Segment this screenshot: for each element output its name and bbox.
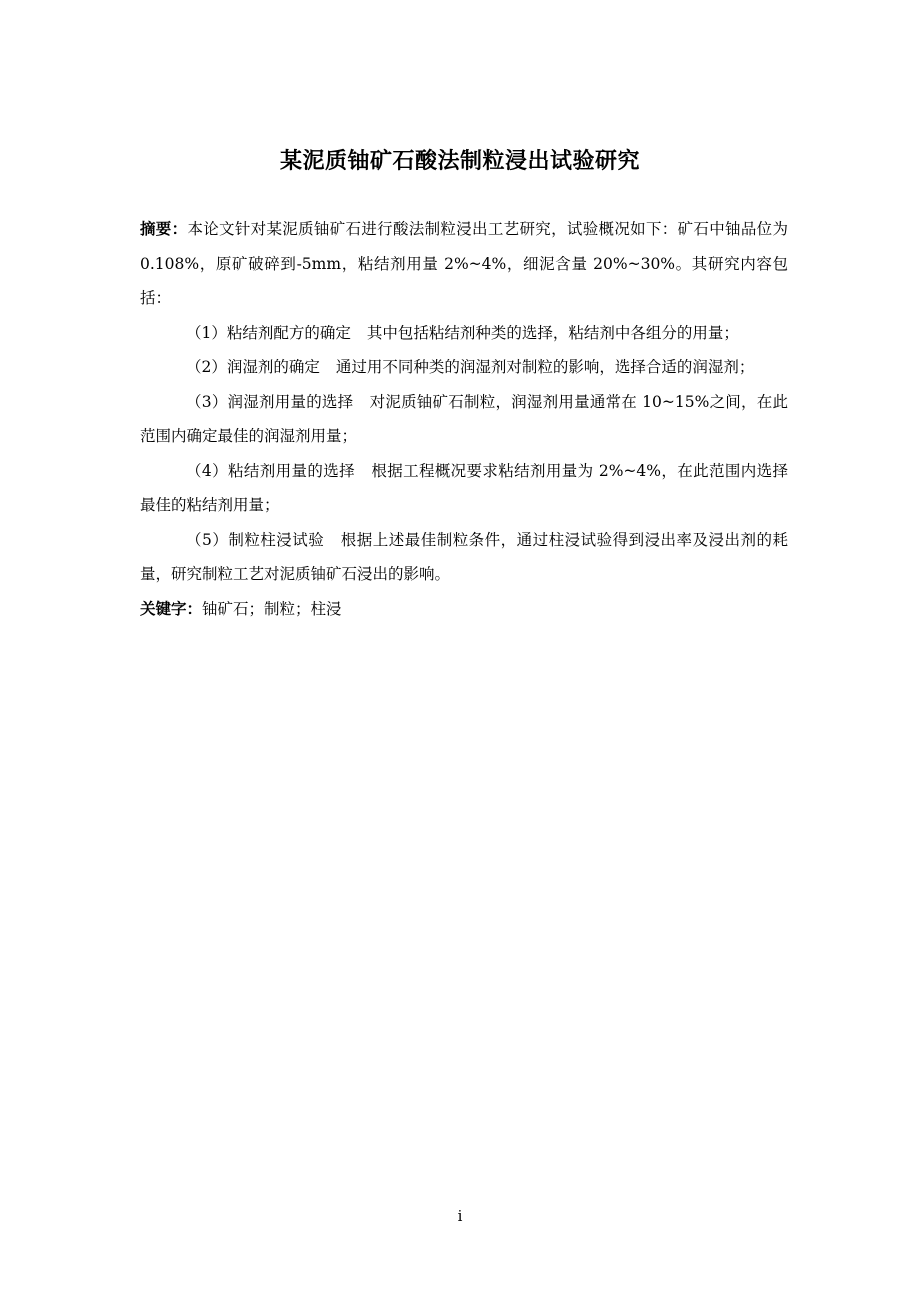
research-item-text: 根据上述最佳制粒条件，通过柱浸试验得到浸出率及浸出剂的耗量，研究制粒工艺对泥质铀矿石浸出的影响。 <box>140 530 788 583</box>
research-item-text: 通过用不同种类的润湿剂对制粒的影响，选择合适的润湿剂； <box>335 358 755 376</box>
page-number: i <box>457 1207 463 1225</box>
research-item-heading: （2）润湿剂的确定 <box>186 358 320 376</box>
keywords-label: 关键字： <box>140 599 203 618</box>
research-item-heading: （3）润湿剂用量的选择 <box>186 392 354 411</box>
research-item-2 <box>140 350 788 385</box>
abstract-intro-text: 本论文针对某泥质铀矿石进行酸法制粒浸出工艺研究，试验概况如下：矿石中铀品位为 0.108%，原矿破碎到-5mm，粘结剂用量 2%~4%，细泥含量 20%~30%。其研究内容包括： <box>140 220 788 307</box>
abstract-label: 摘要： <box>140 220 188 238</box>
research-item-text: 根据工程概况要求粘结剂用量为 2%~4%，在此范围内选择最佳的粘结剂用量； <box>140 461 788 514</box>
abstract-section <box>140 212 788 626</box>
research-item-heading: （1）粘结剂配方的确定 <box>186 323 351 342</box>
research-item-5 <box>140 523 788 592</box>
abstract-intro-paragraph <box>140 212 788 316</box>
document-title: 某泥质铀矿石酸法制粒浸出试验研究 <box>279 149 640 174</box>
research-item-3 <box>140 385 788 454</box>
research-item-4 <box>140 454 788 523</box>
keywords-text: 铀矿石；制粒；柱浸 <box>202 599 342 618</box>
research-item-1 <box>140 316 788 351</box>
research-item-heading: （4）粘结剂用量的选择 <box>186 461 355 480</box>
research-item-text: 对泥质铀矿石制粒，润湿剂用量通常在 10~15%之间，在此范围内确定最佳的润湿剂用量； <box>140 392 788 445</box>
research-item-text: 其中包括粘结剂种类的选择，粘结剂中各组分的用量； <box>366 323 739 342</box>
keywords-paragraph <box>140 592 788 627</box>
research-item-heading: （5）制粒柱浸试验 <box>186 530 325 549</box>
